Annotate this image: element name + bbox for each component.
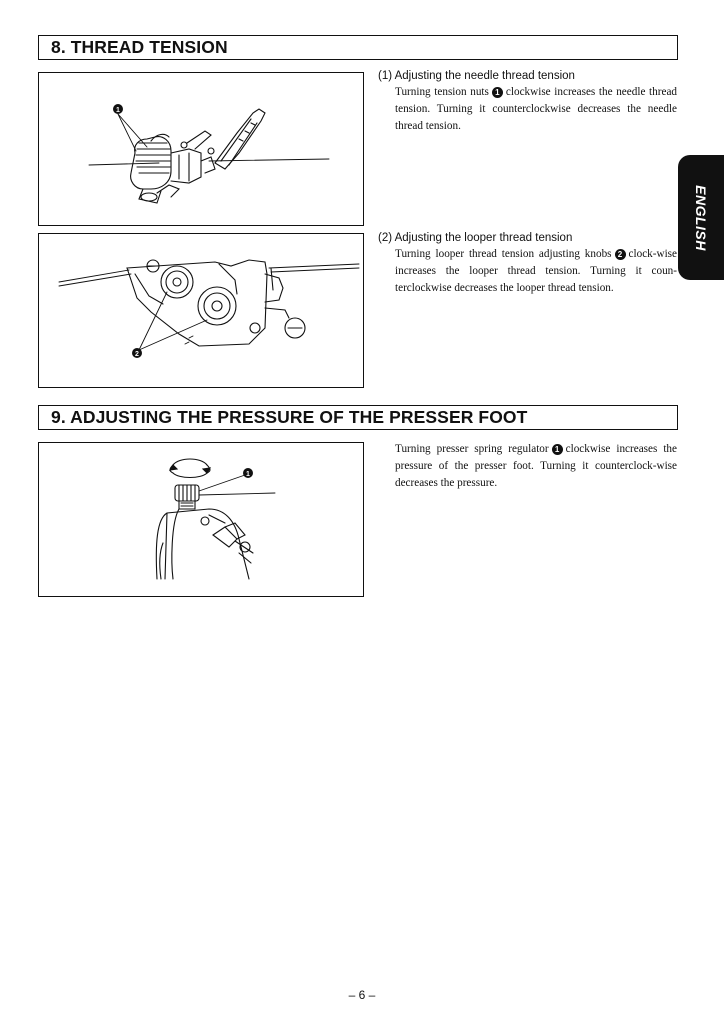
language-tab-label: ENGLISH bbox=[693, 184, 709, 251]
page-number: – 6 – bbox=[348, 988, 376, 1002]
presser-foot-illustration bbox=[39, 443, 365, 598]
presser-text-start: Turning presser spring regulator bbox=[395, 443, 549, 455]
section-8-title: 8. THREAD TENSION bbox=[51, 37, 228, 57]
presser-text-end: clockwise increases the pressure of the presser foot. Turning it counterclock-wise decreases the pressure. bbox=[395, 443, 677, 489]
needle-tension-heading: (1) Adjusting the needle thread tension bbox=[378, 70, 575, 82]
looper-text-start: Turning looper thread tension adjusting knobs bbox=[395, 248, 612, 260]
presser-foot-text bbox=[395, 441, 677, 492]
needle-text-start: Turning tension nuts bbox=[395, 86, 489, 98]
needle-tension-illustration bbox=[39, 73, 365, 227]
language-tab bbox=[678, 155, 724, 280]
needle-tension-figure bbox=[38, 72, 364, 226]
looper-callout-number: 2 bbox=[135, 351, 139, 358]
section-8-header bbox=[38, 35, 678, 60]
section-9-title: 9. ADJUSTING THE PRESSURE OF THE PRESSER FOOT bbox=[51, 407, 528, 427]
needle-text-end: clockwise increases the needle thread tension. Turning it counterclockwise decreases the needle thread tension. bbox=[395, 86, 678, 132]
section-9-header bbox=[38, 405, 678, 430]
looper-tension-text bbox=[395, 246, 677, 297]
needle-marker-icon: 1 bbox=[492, 87, 503, 98]
presser-marker-icon: 1 bbox=[552, 444, 563, 455]
looper-tension-figure bbox=[38, 233, 364, 388]
presser-foot-figure bbox=[38, 442, 364, 597]
presser-callout-number: 1 bbox=[246, 471, 250, 478]
looper-text-end: clock-wise increases the looper thread tension. Turning it coun-terclockwise decreases the looper thread tension. bbox=[395, 248, 677, 294]
looper-marker-icon: 2 bbox=[615, 249, 626, 260]
looper-tension-heading: (2) Adjusting the looper thread tension bbox=[378, 232, 573, 244]
looper-tension-illustration bbox=[39, 234, 365, 389]
needle-callout-number: 1 bbox=[116, 107, 120, 114]
needle-tension-text bbox=[395, 84, 677, 135]
